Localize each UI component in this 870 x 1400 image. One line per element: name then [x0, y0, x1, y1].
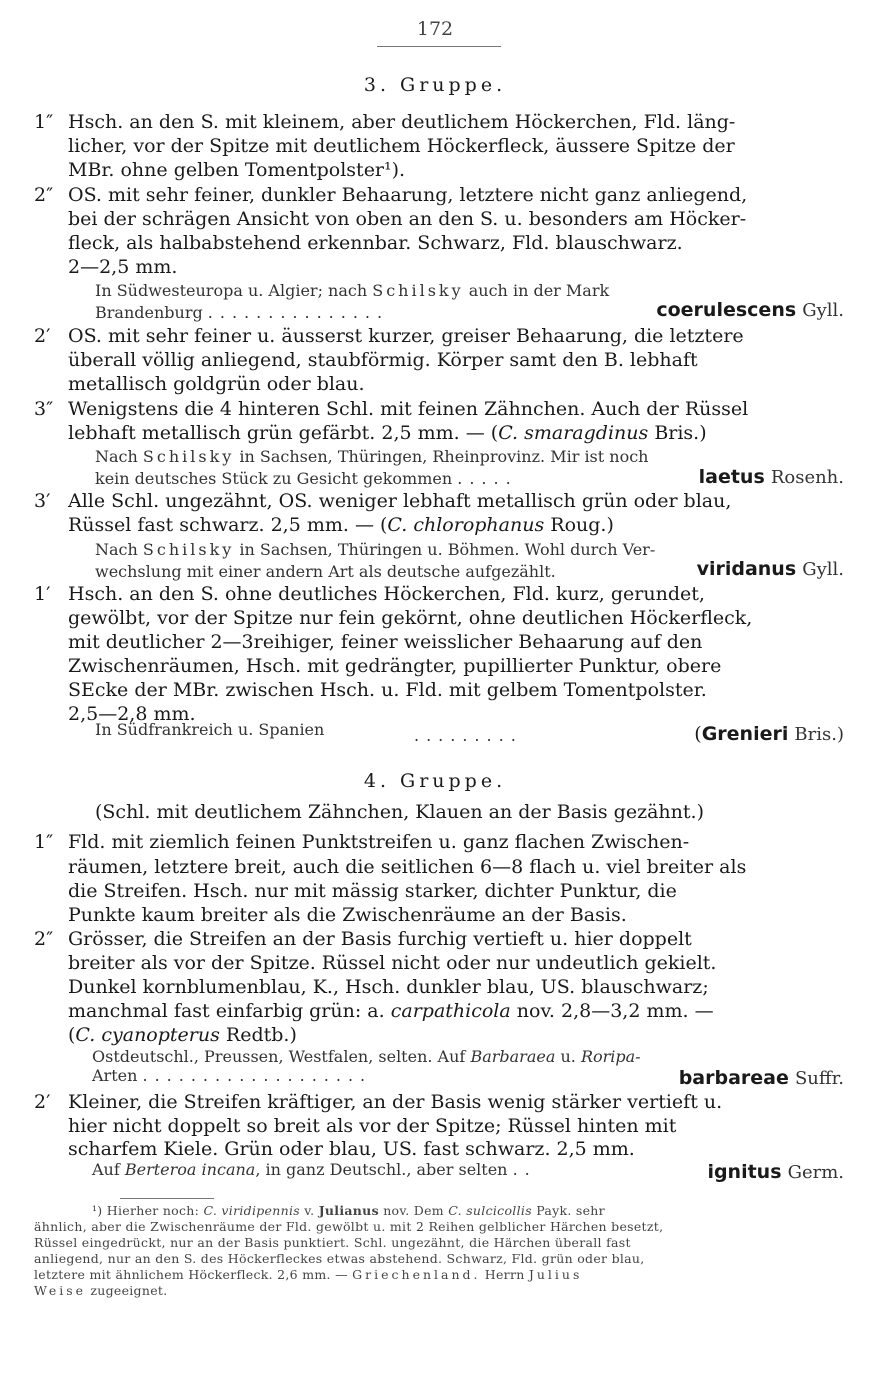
key-line: metallisch goldgrün oder blau.	[68, 373, 365, 395]
key-line: breiter als vor der Spitze. Rüssel nicht oder nur undeutlich gekielt.	[68, 952, 717, 974]
key-line: hier nicht doppelt so breit als vor der Spitze; Rüssel hinten mit	[68, 1115, 677, 1137]
footnote-line: Rüssel eingedrückt, nur an der Basis punktiert. Schl. ungezähnt, die Härchen überall fast	[34, 1235, 631, 1250]
key-line: Fld. mit ziemlich feinen Punktstreifen u. ganz flachen Zwischen-	[68, 831, 690, 853]
key-line: überall völlig anliegend, staubförmig. Körper samt den B. lebhaft	[68, 349, 698, 371]
key-line: Hsch. an den S. mit kleinem, aber deutlichem Höckerchen, Fld. läng-	[68, 111, 736, 133]
key-line: 2,5—2,8 mm.	[68, 703, 196, 725]
species-name: ignitus Germ.	[707, 1161, 844, 1183]
key-line: scharfem Kiele. Grün oder blau, US. fast schwarz. 2,5 mm.	[68, 1138, 635, 1160]
key-line: Hsch. an den S. ohne deutliches Höckerchen, Fld. kurz, gerundet,	[68, 583, 705, 605]
couplet-number: 2″	[34, 928, 54, 950]
species-name: coerulescens Gyll.	[656, 299, 844, 321]
couplet-number: 3″	[34, 398, 54, 420]
distribution-line: Nach Schilsky in Sachsen, Thüringen u. Böhmen. Wohl durch Ver-	[95, 540, 656, 559]
footnote-rule	[120, 1198, 214, 1199]
key-line: SEcke der MBr. zwischen Hsch. u. Fld. mit gelbem Tomentpolster.	[68, 679, 707, 701]
footnote-line: ähnlich, aber die Zwischenräume der Fld. gewölbt u. mit 2 Reihen gelblicher Härchen besetzt,	[34, 1219, 664, 1234]
key-line: räumen, letztere breit, auch die seitlichen 6—8 flach u. viel breiter als	[68, 856, 747, 878]
key-line: Kleiner, die Streifen kräftiger, an der Basis wenig stärker vertieft u.	[68, 1091, 723, 1113]
author-name: Schilsky	[142, 540, 235, 559]
couplet-number: 2′	[34, 325, 51, 347]
key-line: Grösser, die Streifen an der Basis furchig vertieft u. hier doppelt	[68, 928, 692, 950]
distribution-line: Nach Schilsky in Sachsen, Thüringen, Rheinprovinz. Mir ist noch	[95, 447, 649, 466]
distribution-line: Auf Berteroa incana, in ganz Deutschl., aber selten ..	[92, 1160, 537, 1179]
key-line: Zwischenräumen, Hsch. mit gedrängter, pupillierter Punktur, obere	[68, 655, 722, 677]
key-line: OS. mit sehr feiner u. äusserst kurzer, greiser Behaarung, die letztere	[68, 325, 744, 347]
key-line: MBr. ohne gelben Tomentpolster¹).	[68, 159, 406, 181]
group4-heading: 4. Gruppe.	[363, 770, 507, 792]
footnote-line: Weise zugeeignet.	[34, 1283, 168, 1298]
key-line: Punkte kaum breiter als die Zwischenräume an der Basis.	[68, 904, 627, 926]
key-line: gewölbt, vor der Spitze nur fein gekörnt, ohne deutlichen Höckerfleck,	[68, 607, 753, 629]
couplet-number: 3′	[34, 490, 51, 512]
species-name: laetus Rosenh.	[698, 466, 844, 488]
distribution-line: Ostdeutschl., Preussen, Westfalen, selten. Auf Barbaraea u. Roripa-	[92, 1047, 641, 1066]
footnote-line: ¹) Hierher noch: C. viridipennis v. Julianus nov. Dem C. sulcicollis Payk. sehr	[92, 1203, 605, 1218]
species-name: viridanus Gyll.	[696, 558, 844, 580]
species-name: (Grenieri Bris.)	[694, 723, 844, 745]
distribution-line: Brandenburg ...............	[95, 303, 390, 322]
species-name: barbareae Suffr.	[678, 1067, 844, 1089]
distribution-line: In Südwesteuropa u. Algier; nach Schilsky auch in der Mark	[95, 281, 610, 300]
couplet-number: 1″	[34, 111, 54, 133]
couplet-number: 2′	[34, 1091, 51, 1113]
key-line: Rüssel fast schwarz. 2,5 mm. — (C. chlorophanus Roug.)	[68, 514, 614, 536]
key-line: Wenigstens die 4 hinteren Schl. mit feinen Zähnchen. Auch der Rüssel	[68, 398, 749, 420]
footnote-line: letztere mit ähnlichem Höckerfleck. 2,6 mm. — Griechenland. Herrn Julius	[34, 1267, 583, 1282]
distribution-line: Arten ...................	[92, 1066, 373, 1085]
key-line: manchmal fast einfarbig grün: a. carpathicola nov. 2,8—3,2 mm. —	[68, 1000, 714, 1022]
distribution-line: kein deutsches Stück zu Gesicht gekommen .....	[95, 469, 518, 488]
key-line: lebhaft metallisch grün gefärbt. 2,5 mm. — (C. smaragdinus Bris.)	[68, 422, 707, 444]
page-number: 172	[416, 18, 454, 40]
key-line: 2—2,5 mm.	[68, 256, 178, 278]
couplet-number: 2″	[34, 184, 54, 206]
key-line: Alle Schl. ungezähnt, OS. weniger lebhaft metallisch grün oder blau,	[68, 490, 732, 512]
key-line: Dunkel kornblumenblau, K., Hsch. dunkler blau, US. blauschwarz;	[68, 976, 709, 998]
group3-heading: 3. Gruppe.	[363, 74, 507, 96]
distribution-line: wechslung mit einer andern Art als deutsche aufgezählt.	[95, 562, 556, 581]
group-intro: (Schl. mit deutlichem Zähnchen, Klauen an der Basis gezähnt.)	[95, 801, 704, 823]
author-name: Schilsky	[142, 447, 235, 466]
key-line: die Streifen. Hsch. nur mit mässig starker, dichter Punktur, die	[68, 880, 677, 902]
key-line: OS. mit sehr feiner, dunkler Behaarung, letztere nicht ganz anliegend,	[68, 184, 748, 206]
header-rule	[377, 46, 501, 47]
couplet-number: 1′	[34, 583, 51, 605]
couplet-number: 1″	[34, 831, 54, 853]
key-line: fleck, als halbabstehend erkennbar. Schwarz, Fld. blauschwarz.	[68, 232, 683, 254]
key-line: licher, vor der Spitze mit deutlichem Höckerfleck, äussere Spitze der	[68, 135, 735, 157]
key-line: (C. cyanopterus Redtb.)	[68, 1024, 297, 1046]
key-line: bei der schrägen Ansicht von oben an den S. u. besonders am Höcker-	[68, 208, 747, 230]
author-name: Schilsky	[372, 281, 464, 300]
key-line: mit deutlicher 2—3reihiger, feiner weisslicher Behaarung auf den	[68, 631, 703, 653]
footnote-line: anliegend, nur an den S. des Höckerfleckes etwas abstehend. Schwarz, Fld. grün oder blau,	[34, 1251, 645, 1266]
distribution-line: In Südfrankreich u. Spanien	[95, 720, 325, 739]
dot-leader: .........	[414, 726, 523, 745]
